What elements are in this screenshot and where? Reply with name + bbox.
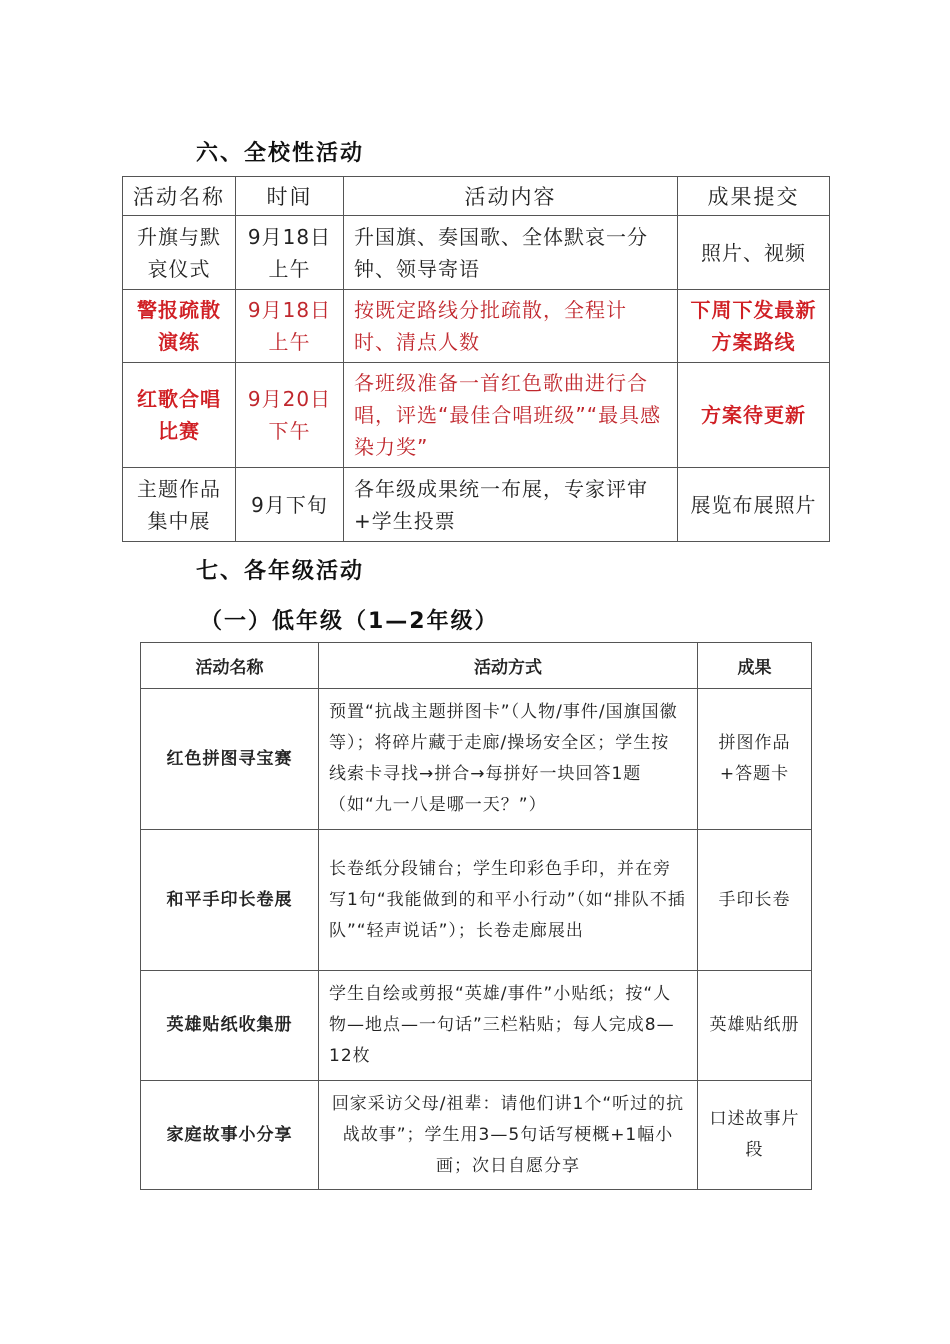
school-wide-activities-table <box>122 176 830 542</box>
activity-result: 方案待更新 <box>678 363 830 468</box>
activity-method: 回家采访父母/祖辈：请他们讲1个“听过的抗战故事”；学生用3—5句话写梗概+1幅小画；次日自愿分享 <box>319 1081 698 1190</box>
activity-name: 主题作品集中展 <box>123 468 236 542</box>
column-header: 活动名称 <box>123 177 236 216</box>
column-header: 时间 <box>236 177 344 216</box>
activity-time: 9月18日上午 <box>236 216 344 290</box>
column-header: 成果提交 <box>678 177 830 216</box>
activity-time: 9月20日下午 <box>236 363 344 468</box>
activity-name: 升旗与默哀仪式 <box>123 216 236 290</box>
table-row <box>123 363 830 468</box>
activity-result: 手印长卷 <box>698 830 812 971</box>
activity-result: 照片、视频 <box>678 216 830 290</box>
activity-name: 红色拼图寻宝赛 <box>141 689 319 830</box>
activity-content: 各年级成果统一布展，专家评审+学生投票 <box>344 468 678 542</box>
table-row <box>141 689 812 830</box>
table-row <box>141 1081 812 1190</box>
activity-name: 警报疏散演练 <box>123 290 236 363</box>
activity-time: 9月下旬 <box>236 468 344 542</box>
table-header-row <box>141 643 812 689</box>
table-row <box>123 290 830 363</box>
activity-result: 英雄贴纸册 <box>698 971 812 1081</box>
activity-method: 长卷纸分段铺台；学生印彩色手印，并在旁写1句“我能做到的和平小行动”（如“排队不插队”“轻声说话”）；长卷走廊展出 <box>319 830 698 971</box>
activity-name: 和平手印长卷展 <box>141 830 319 971</box>
activity-time: 9月18日上午 <box>236 290 344 363</box>
section-7-subtitle: （一）低年级（1—2年级） <box>200 609 499 634</box>
activity-method: 预置“抗战主题拼图卡”（人物/事件/国旗国徽等）；将碎片藏于走廊/操场安全区；学生按线索卡寻找→拼合→每拼好一块回答1题（如“九一八是哪一天？”） <box>319 689 698 830</box>
section-7-title: 七、各年级活动 <box>196 559 365 584</box>
column-header: 活动名称 <box>141 643 319 689</box>
table-row <box>123 216 830 290</box>
activity-name: 英雄贴纸收集册 <box>141 971 319 1081</box>
column-header: 成果 <box>698 643 812 689</box>
table-row <box>141 830 812 971</box>
section-6-title: 六、全校性活动 <box>196 141 365 166</box>
activity-result: 下周下发最新方案路线 <box>678 290 830 363</box>
lower-grade-activities-table <box>140 642 812 1190</box>
column-header: 活动方式 <box>319 643 698 689</box>
activity-content: 升国旗、奏国歌、全体默哀一分钟、领导寄语 <box>344 216 678 290</box>
activity-content: 各班级准备一首红色歌曲进行合唱，评选“最佳合唱班级”“最具感染力奖” <box>344 363 678 468</box>
activity-method: 学生自绘或剪报“英雄/事件”小贴纸；按“人物—地点—一句话”三栏粘贴；每人完成8—12枚 <box>319 971 698 1081</box>
table-header-row <box>123 177 830 216</box>
activity-name: 红歌合唱比赛 <box>123 363 236 468</box>
table-row <box>123 468 830 542</box>
activity-result: 展览布展照片 <box>678 468 830 542</box>
activity-result: 拼图作品+答题卡 <box>698 689 812 830</box>
activity-name: 家庭故事小分享 <box>141 1081 319 1190</box>
activity-result: 口述故事片段 <box>698 1081 812 1190</box>
table-row <box>141 971 812 1081</box>
column-header: 活动内容 <box>344 177 678 216</box>
activity-content: 按既定路线分批疏散，全程计时、清点人数 <box>344 290 678 363</box>
